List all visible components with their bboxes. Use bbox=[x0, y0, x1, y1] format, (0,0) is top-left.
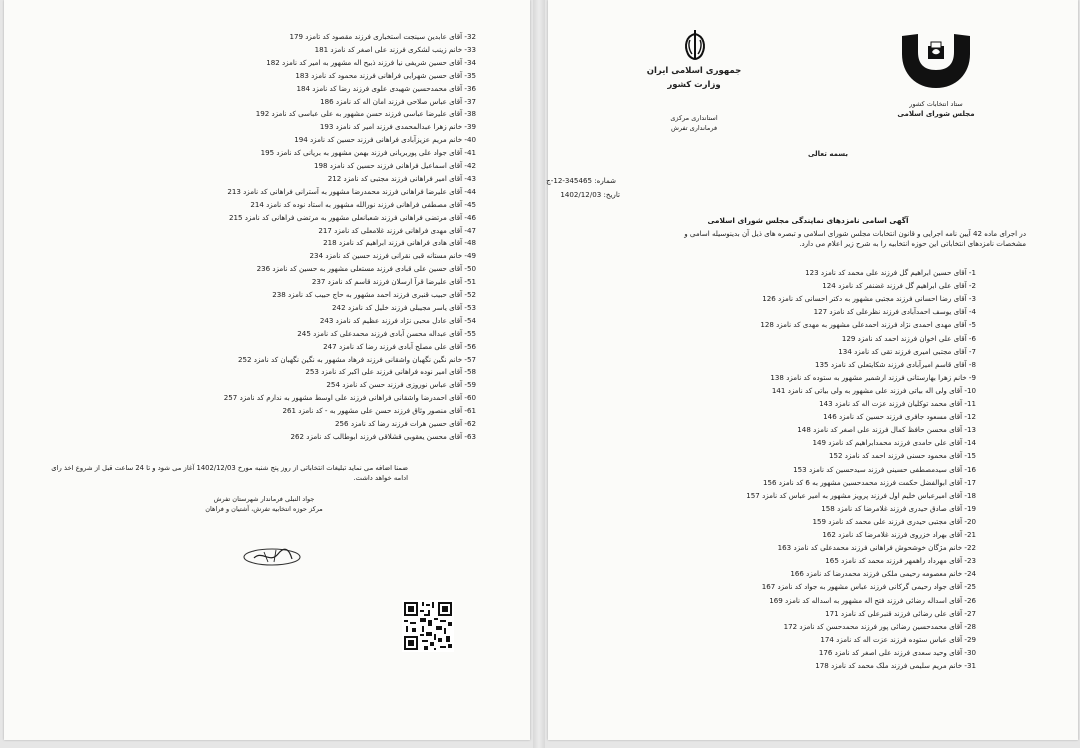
candidate-list-item: 46- آقای مرتضی فراهانی فرزند شعبانعلی مشهور به مرتضی فراهانی کد نامزد 215 bbox=[228, 212, 476, 222]
candidate-list-item: 42- آقای اسماعیل فراهانی فرزند حسین کد نامزد 198 bbox=[313, 161, 476, 170]
candidate-list-item: 27- آقای علی رضائی فرزند قنبرعلی کد نامزد 171 bbox=[825, 608, 976, 618]
candidate-list-item: 14- آقای علی حامدی فرزند محمدابراهیم کد نامزد 149 bbox=[812, 438, 976, 448]
document-page-right bbox=[548, 0, 1078, 740]
candidate-list-item: 24- خانم معصومه رحیمی ملکی فرزند محمدرضا کد نامزد 166 bbox=[790, 569, 976, 579]
candidate-list-item: 10- آقای ولی اله بیاتی فرزند علی مشهور به ولی بیاتی کد نامزد 141 bbox=[771, 385, 976, 395]
notice-intro-line-1: در اجرای ماده 42 آیین نامه اجرایی و قانون انتخابات مجلس شورای اسلامی و تبصره های ذیل آن بدینوسیله اسامی و bbox=[684, 229, 1026, 238]
candidate-list-item: 36- آقای محمدحسین شهیدی علوی فرزند رضا کد نامزد 184 bbox=[296, 83, 476, 93]
letter-number: شماره: 345465-12-ج bbox=[546, 176, 616, 185]
candidate-list-item: 22- خانم مژگان خوشحوش فراهانی فرزند محمدعلی کد نامزد 163 bbox=[777, 543, 976, 553]
candidate-list-item: 34- آقای حسین شریفی نیا فرزند ذبیح اله مشهور به امیر کد نامزد 182 bbox=[266, 57, 476, 67]
footer-note-line-1: ضمنا اضافه می نماید تبلیغات انتخاباتی از روز پنج شنبه مورخ 1402/12/03 آغاز می شود و تا 24 ساعت قبل از شروع اخذ رای bbox=[51, 464, 408, 472]
notice-heading: آگهی اسامی نامزدهای نمایندگی مجلس شورای اسلامی bbox=[707, 216, 909, 225]
candidate-list-item: 16- آقای سیدمصطفی حسینی فرزند سیدحسین کد نامزد 153 bbox=[793, 464, 976, 474]
county-office: فرمانداری تفرش bbox=[670, 124, 718, 132]
document-page-left bbox=[4, 0, 530, 740]
candidate-list-item: 63- آقای محسن یعقوبی قشلاقی فرزند ابوطالب کد نامزد 262 bbox=[290, 431, 476, 441]
candidate-list-item: 19- آقای صادق حیدری فرزند غلامرضا کد نامزد 158 bbox=[821, 503, 976, 513]
candidate-list-item: 43- آقای امیر فراهانی فرزند مجتبی کد نامزد 212 bbox=[327, 173, 476, 183]
candidate-list-item: 5- آقای مهدی احمدی نژاد فرزند احمدعلی مشهور به مهدی کد نامزد 128 bbox=[760, 320, 976, 330]
candidate-list-item: 57- خانم نگین نگهبان واشقانی فرزند فرهاد مشهور به نگین نگهبان کد نامزد 252 bbox=[237, 354, 476, 364]
page-fold-divider bbox=[533, 0, 545, 748]
candidate-list-item: 21- آقای بهراد خزروی فرزند غلامرضا کد نامزد 162 bbox=[822, 530, 976, 539]
candidate-list-item: 49- خانم مستانه قبی نقرانی فرزند حسین کد نامزد 234 bbox=[309, 251, 476, 261]
candidate-list-item: 33- خانم زینب لشکری فرزند علی اصغر کد نامزد 181 bbox=[314, 44, 476, 54]
candidate-list-item: 29- آقای عباس ستوده فرزند عزت اله کد نامزد 174 bbox=[820, 634, 976, 644]
candidate-list-item: 4- آقای یوسف احمدآبادی فرزند نظرعلی کد نامزد 127 bbox=[813, 307, 976, 317]
iran-emblem-icon bbox=[680, 28, 710, 62]
candidate-list-item: 55- آقای عبداله محسن آبادی فرزند محمدعلی کد نامزد 245 bbox=[297, 328, 476, 338]
qr-code-icon bbox=[402, 600, 454, 652]
candidate-list-item: 13- آقای محسن حافظ کمال فرزند علی اصغر کد نامزد 148 bbox=[797, 425, 976, 435]
candidate-list-item: 40- خانم مریم عزیزآبادی فراهانی فرزند حسین کد نامزد 194 bbox=[294, 135, 476, 145]
candidate-list-item: 3- آقای رضا احسانی فرزند مجتبی مشهور به دکتر احسانی کد نامزد 126 bbox=[762, 294, 976, 304]
candidate-list-item: 17- آقای ابوالفضل حکمت فرزند محمدحسین مشهور به 6 کد نامزد 156 bbox=[762, 477, 976, 487]
council-caption-line-1: ستاد انتخابات کشور bbox=[909, 100, 963, 108]
candidate-list-item: 15- آقای محمود حسنی فرزند احمد کد نامزد 152 bbox=[828, 451, 976, 461]
candidate-list-item: 51- آقای علیرضا قرآ ارسلان فرزند قاسم کد نامزد 237 bbox=[311, 277, 476, 287]
candidate-list-item: 48- آقای هادی فراهانی فرزند ابراهیم کد نامزد 218 bbox=[323, 238, 476, 248]
candidate-list-item: 54- آقای عادل محبی نژاد فرزند عظیم کد نامزد 243 bbox=[319, 315, 476, 325]
candidate-list-item: 20- آقای مجتبی حیدری فرزند علی محمد کد نامزد 159 bbox=[812, 516, 976, 526]
letter-date: تاریخ: 1402/12/03 bbox=[560, 190, 620, 199]
candidate-list-item: 61- آقای منصور وثاق فرزند حسن علی مشهور به - کد نامزد 261 bbox=[282, 406, 476, 416]
candidate-list-item: 58- آقای امیر نوده فراهانی فرزند علی اکبر کد نامزد 253 bbox=[305, 367, 476, 377]
candidate-list-item: 28- آقای محمدحسین رضائی پور فرزند محمدحسن کد نامزد 172 bbox=[783, 621, 976, 631]
signatory-name: جواد النبلی فرماندار شهرستان تفرش bbox=[213, 495, 315, 503]
signatory-title: مرکز حوزه انتخابیه تفرش، آشتیان و فراهان bbox=[205, 505, 323, 513]
candidate-list-item: 8- آقای قاسم امیرآبادی فرزند شکایتعلی کد نامزد 135 bbox=[815, 359, 976, 369]
signature-stamp-icon bbox=[240, 542, 304, 570]
candidate-list-item: 9- خانم زهرا بهارستانی فرزند ارشمیر مشهور به ستوده کد نامزد 138 bbox=[770, 372, 976, 382]
candidate-list-item: 52- آقای حبیب قنبری فرزند احمد مشهور به حاج حبیب کد نامزد 238 bbox=[272, 290, 476, 299]
candidate-list-item: 37- آقای عباس صلاحی فرزند امان اله کد نامزد 186 bbox=[320, 96, 476, 106]
candidate-list-item: 23- آقای مهرداد راهمهر فرزند محمد کد نامزد 165 bbox=[825, 556, 976, 566]
candidate-list-item: 39- خانم زهرا عبدالمحمدی فرزند امیر کد نامزد 193 bbox=[319, 122, 476, 132]
candidate-list-item: 31- خانم مریم سلیمی فرزند ملک محمد کد نامزد 178 bbox=[815, 661, 976, 670]
candidate-list-item: 6- آقای علی اخوان فرزند احمد کد نامزد 129 bbox=[841, 333, 976, 343]
candidate-list-item: 60- آقای احمدرضا واشقانی فراهانی فرزند علی اوسط مشهور به ندارم کد نامزد 257 bbox=[223, 393, 476, 403]
candidate-list-item: 26- آقای اسداله رضائی فرزند فتح اله مشهور به اسداله کد نامزد 169 bbox=[769, 595, 976, 605]
council-caption-line-2: مجلس شورای اسلامی bbox=[897, 110, 975, 118]
candidate-list-item: 18- آقای امیرعباس خلیم اول فرزند پرویز مشهور به امیر عباس کد نامزد 157 bbox=[746, 490, 976, 500]
candidate-list-item: 32- آقای عابدین سینجت استخباری فرزند مقصود کد تامزد 179 bbox=[289, 32, 476, 41]
candidate-list-item: 53- آقای یاسر مجیبلی فرزند خلیل کد نامزد 242 bbox=[332, 302, 476, 312]
candidate-list-item: 12- آقای مسعود جافری فرزند حسین کد نامزد 146 bbox=[823, 412, 976, 422]
notice-intro-line-2: مشخصات نامزدهای انتخاباتی این حوزه انتخابیه را به شرح زیر اعلام می دارد. bbox=[799, 239, 1026, 248]
candidate-list-item: 25- آقای جواد رحیمی گرکانی فرزند عباس مشهور به جواد کد نامزد 167 bbox=[761, 582, 976, 592]
candidate-list-item: 11- آقای محمد توکلیان فرزند عزت اله کد نامزد 143 bbox=[819, 399, 976, 408]
candidate-list-item: 7- آقای مجتبی امیری فرزند تقی کد نامزد 134 bbox=[838, 346, 976, 356]
candidate-list-item: 41- آقای جواد علی پوربریانی فرزند بهمن مشهور به بریانی کد نامزد 195 bbox=[260, 148, 476, 158]
candidate-list-item: 59- آقای عباس نوروزی فرزند حسن کد نامزد 254 bbox=[326, 380, 476, 390]
candidate-list-item: 1- آقای حسین ابراهیم گل فرزند علی محمد کد نامزد 123 bbox=[805, 268, 976, 277]
government-title: جمهوری اسلامی ایران bbox=[646, 66, 742, 76]
candidate-list-item: 35- آقای حسین شهرابی فراهانی فرزند محمود کد نامزد 183 bbox=[295, 70, 476, 80]
candidate-list-item: 30- آقای وحید سعدی فرزند علی اصغر کد نامزد 176 bbox=[818, 647, 976, 657]
election-council-emblem-icon bbox=[894, 30, 978, 96]
candidate-list-item: 56- آقای علی مصلح آبادی فرزند رضا کد نامزد 247 bbox=[323, 341, 476, 351]
candidate-list-item: 38- آقای علیرضا عباسی فرزند حسن مشهور به علی عباسی کد نامزد 192 bbox=[255, 109, 476, 119]
candidate-list-item: 2- آقای علی ابراهیم گل فرزند غضنفر کد نامزد 124 bbox=[822, 281, 976, 291]
bismillah-heading: بسمه تعالی bbox=[807, 150, 849, 158]
candidate-list-item: 44- آقای علیرضا فراهانی فرزند محمدرضا مشهور به آسترانی فراهانی کد نامزد 213 bbox=[227, 186, 476, 196]
candidate-list-item: 50- آقای حسین علی قبادی فرزند مستعلی مشهور به حسین کد نامزد 236 bbox=[256, 264, 476, 274]
candidate-list-item: 47- آقای مهدی فراهانی فرزند غلامعلی کد نامزد 217 bbox=[318, 225, 476, 235]
ministry-title: وزارت کشور bbox=[667, 80, 721, 90]
province-office: استانداری مرکزی bbox=[670, 114, 718, 122]
candidate-list-item: 45- آقای مصطفی فراهانی فرزند نورالله مشهور به استاد نوده کد نامزد 214 bbox=[250, 199, 476, 209]
footer-note-line-2: ادامه خواهد داشت. bbox=[353, 474, 408, 482]
candidate-list-item: 62- آقای حسین هرات فرزند رضا کد نامزد 256 bbox=[335, 419, 476, 428]
